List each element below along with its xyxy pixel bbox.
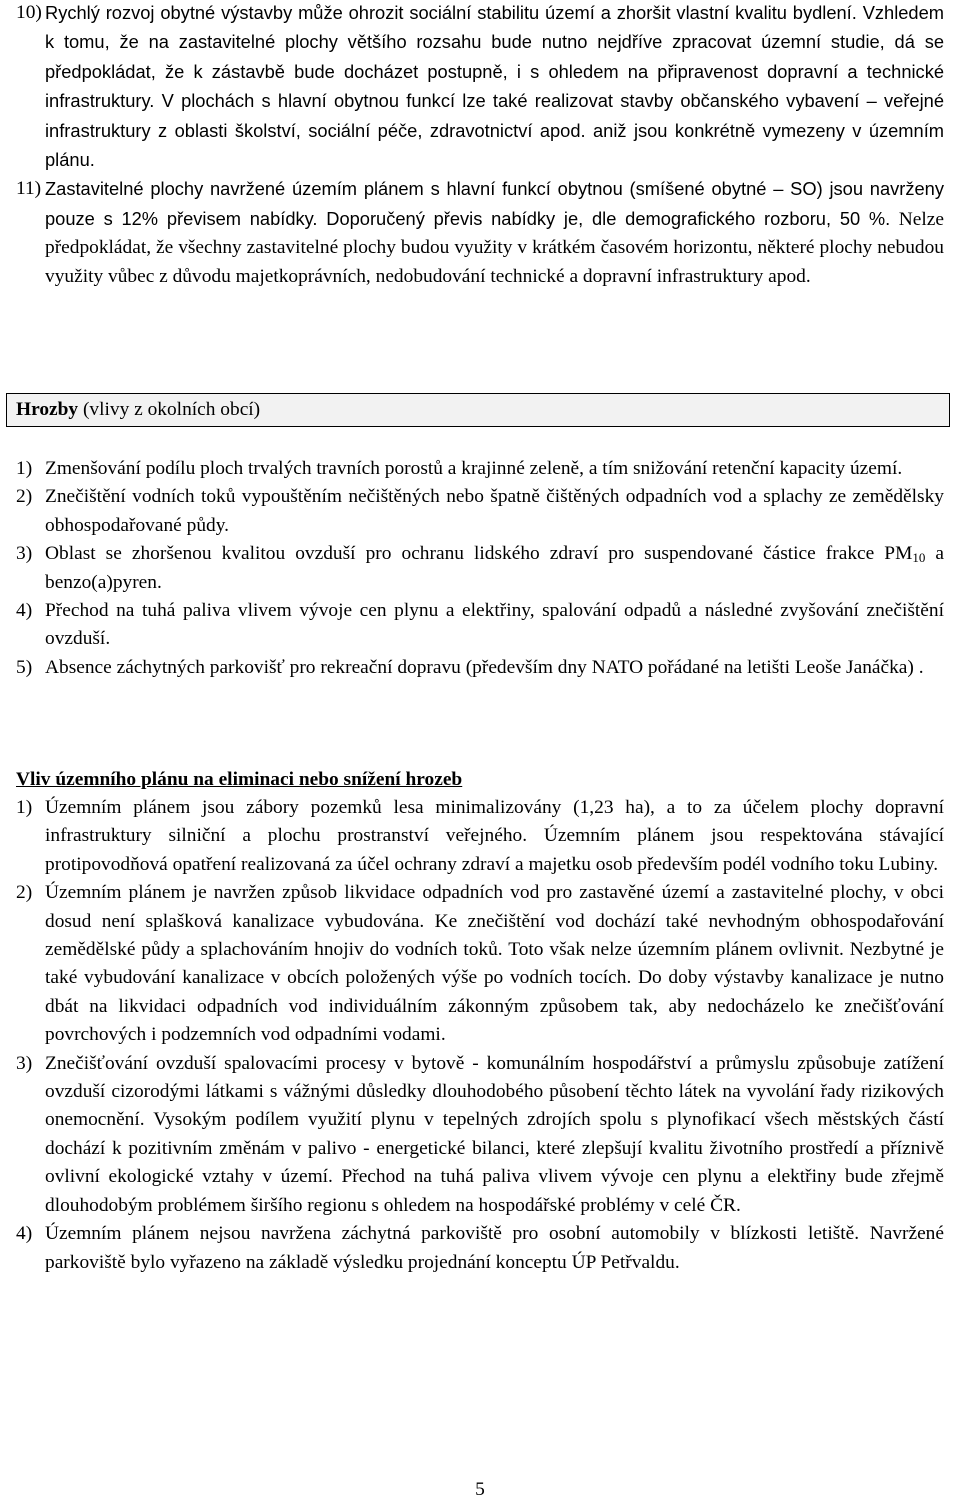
item-number: 4) xyxy=(16,600,33,622)
threats-list xyxy=(16,455,944,682)
item-number: 3) xyxy=(16,543,33,565)
list-item xyxy=(16,879,944,1049)
list-item xyxy=(16,794,944,879)
item-text: Oblast se zhoršenou kvalitou ovzduší pro ochranu lidského zdraví pro suspendované částice frakce PM xyxy=(45,543,913,565)
threats-subtitle: (vlivy z okolních obcí) xyxy=(78,399,261,420)
item-number: 1) xyxy=(16,458,33,479)
list-item xyxy=(16,597,944,654)
list-item xyxy=(16,1050,944,1220)
item-text: Znečištění vodních toků vypouštěním nečištěných nebo špatně čištěných odpadních vod a splachy ze zemědělsky obhospodařované půdy. xyxy=(45,486,944,536)
intro-section xyxy=(16,0,944,291)
list-item xyxy=(16,0,944,175)
item-number: 4) xyxy=(16,1223,33,1245)
item-text-sans: Zastavitelné plochy navržené územím plánem s hlavní funkcí obytnou (smíšené obytné – SO) jsou navrženy pouze s 12% převisem nabídky. Doporučený převis nabídky je, dle demografického rozboru, 50 %. xyxy=(45,178,944,229)
item-text: a benzo(a)pyren. xyxy=(45,543,944,593)
item-number: 5) xyxy=(16,656,33,678)
item-number: 2) xyxy=(16,882,33,904)
item-text: Absence záchytných parkovišť pro rekreační dopravu (především dny NATO pořádané na letišti Leoše Janáčka) . xyxy=(45,656,924,678)
list-item xyxy=(16,540,944,597)
subscript: 10 xyxy=(912,550,926,566)
item-text-sans: V plochách s hlavní obytnou funkcí lze také realizovat stavby občanského vybavení – veřejné infrastruktury z oblasti školství, sociální péče, zdravotnictví apod. aniž jsou konkrétně vymezeny v územním plánu. xyxy=(45,90,944,171)
page-number: 5 xyxy=(475,1479,485,1500)
list-item xyxy=(16,483,944,540)
item-number: 10) xyxy=(16,2,42,23)
plan-heading: Vliv územního plánu na eliminaci nebo snížení hrozeb xyxy=(16,769,463,790)
item-number: 3) xyxy=(16,1052,33,1074)
item-text: Znečišťování ovzduší spalovacími procesy v bytově - komunálním hospodářství a průmyslu způsobuje zatížení ovzduší cizorodými látkami s vážnými důsledky dlouhodobého působení těchto látek na vyvolání řady rizikových onemocnění. Vysokým podílem využití plynu v tepelných zdrojích spolu s plynofikací všech městských částí dochází k pozitivním změnám v palivo - energetické bilanci, které zlepšují kvalitu životního prostředí a příznivě ovlivní ekologické vztahy v území. Přechod na tuhá paliva vlivem vývoje cen plynu a elektřiny bude zřejmě dlouhodobým problémem širšího regionu s ohledem na hospodářské problémy v celé ČR. xyxy=(45,1052,944,1216)
item-number: 1) xyxy=(16,797,33,818)
list-item xyxy=(16,654,944,682)
item-text: Zmenšování podílu ploch trvalých travních porostů a krajinné zeleně, a tím snižování retenční kapacity území. xyxy=(45,458,903,479)
item-text-sans: Rychlý rozvoj obytné výstavby může ohrozit sociální stabilitu území a zhoršit vlastní kvalitu bydlení. Vzhledem k tomu, že na zastavitelné plochy většího rozsahu bude nutno nejdříve zpracovat územní studie, dá se předpokládat, že k zástavbě bude docházet postupně, i s ohledem na připravenost dopravní a technické infrastruktury. xyxy=(45,2,944,112)
item-text: Územním plánem jsou zábory pozemků lesa minimalizovány (1,23 ha), a to za účelem plochy dopravní infrastruktury silniční a plochu prostranství veřejného. Územním plánem jsou respektována stávající protipovodňová opatření realizovaná za účel ochrany zdraví a majetku osob především podél vodního toku Lubiny. xyxy=(45,797,944,875)
threats-header-box xyxy=(6,393,950,427)
item-text: Územním plánem nejsou navržena záchytná parkoviště pro osobní automobily v blízkosti letiště. Navržené parkoviště bylo vyřazeno na základě výsledku projednání konceptu ÚP Petřvaldu. xyxy=(45,1223,944,1273)
list-item xyxy=(16,175,944,291)
item-text: Přechod na tuhá paliva vlivem vývoje cen plynu a elektřiny, spalování odpadů a následné zvyšování znečištění ovzduší. xyxy=(45,600,944,650)
item-text: Nelze předpokládat, že všechny zastavitelné plochy budou využity v krátkém časovém horizontu, některé plochy nebudou využity vůbec z důvodu majetkoprávních, nedobudování technické a dopravní infrastruktury apod. xyxy=(45,208,945,287)
item-number: 2) xyxy=(16,486,33,508)
list-item xyxy=(16,1220,944,1277)
plan-list xyxy=(16,794,944,1277)
item-number: 11) xyxy=(16,178,42,200)
threats-title: Hrozby xyxy=(16,399,79,420)
item-text: Územním plánem je navržen způsob likvidace odpadních vod pro zastavěné území a zastavitelné plochy, v obci dosud není splašková kanalizace vybudována. Ke znečištění vod dochází také nevhodným obhospodařování zemědělské půdy a splachováním hnojiv do vodních toků. Toto však nelze územním plánem ovlivnit. Nezbytné je také vybudování kanalizace v obcích položených výše po vodních tocích. Do doby výstavby kanalizace je nutno dbát na likvidaci odpadních vod individuálním zákonným způsobem tak, aby nedocházelo ke znečišťování povrchových i podzemních vod odpadními vodami. xyxy=(45,882,944,1046)
list-item xyxy=(16,455,944,483)
